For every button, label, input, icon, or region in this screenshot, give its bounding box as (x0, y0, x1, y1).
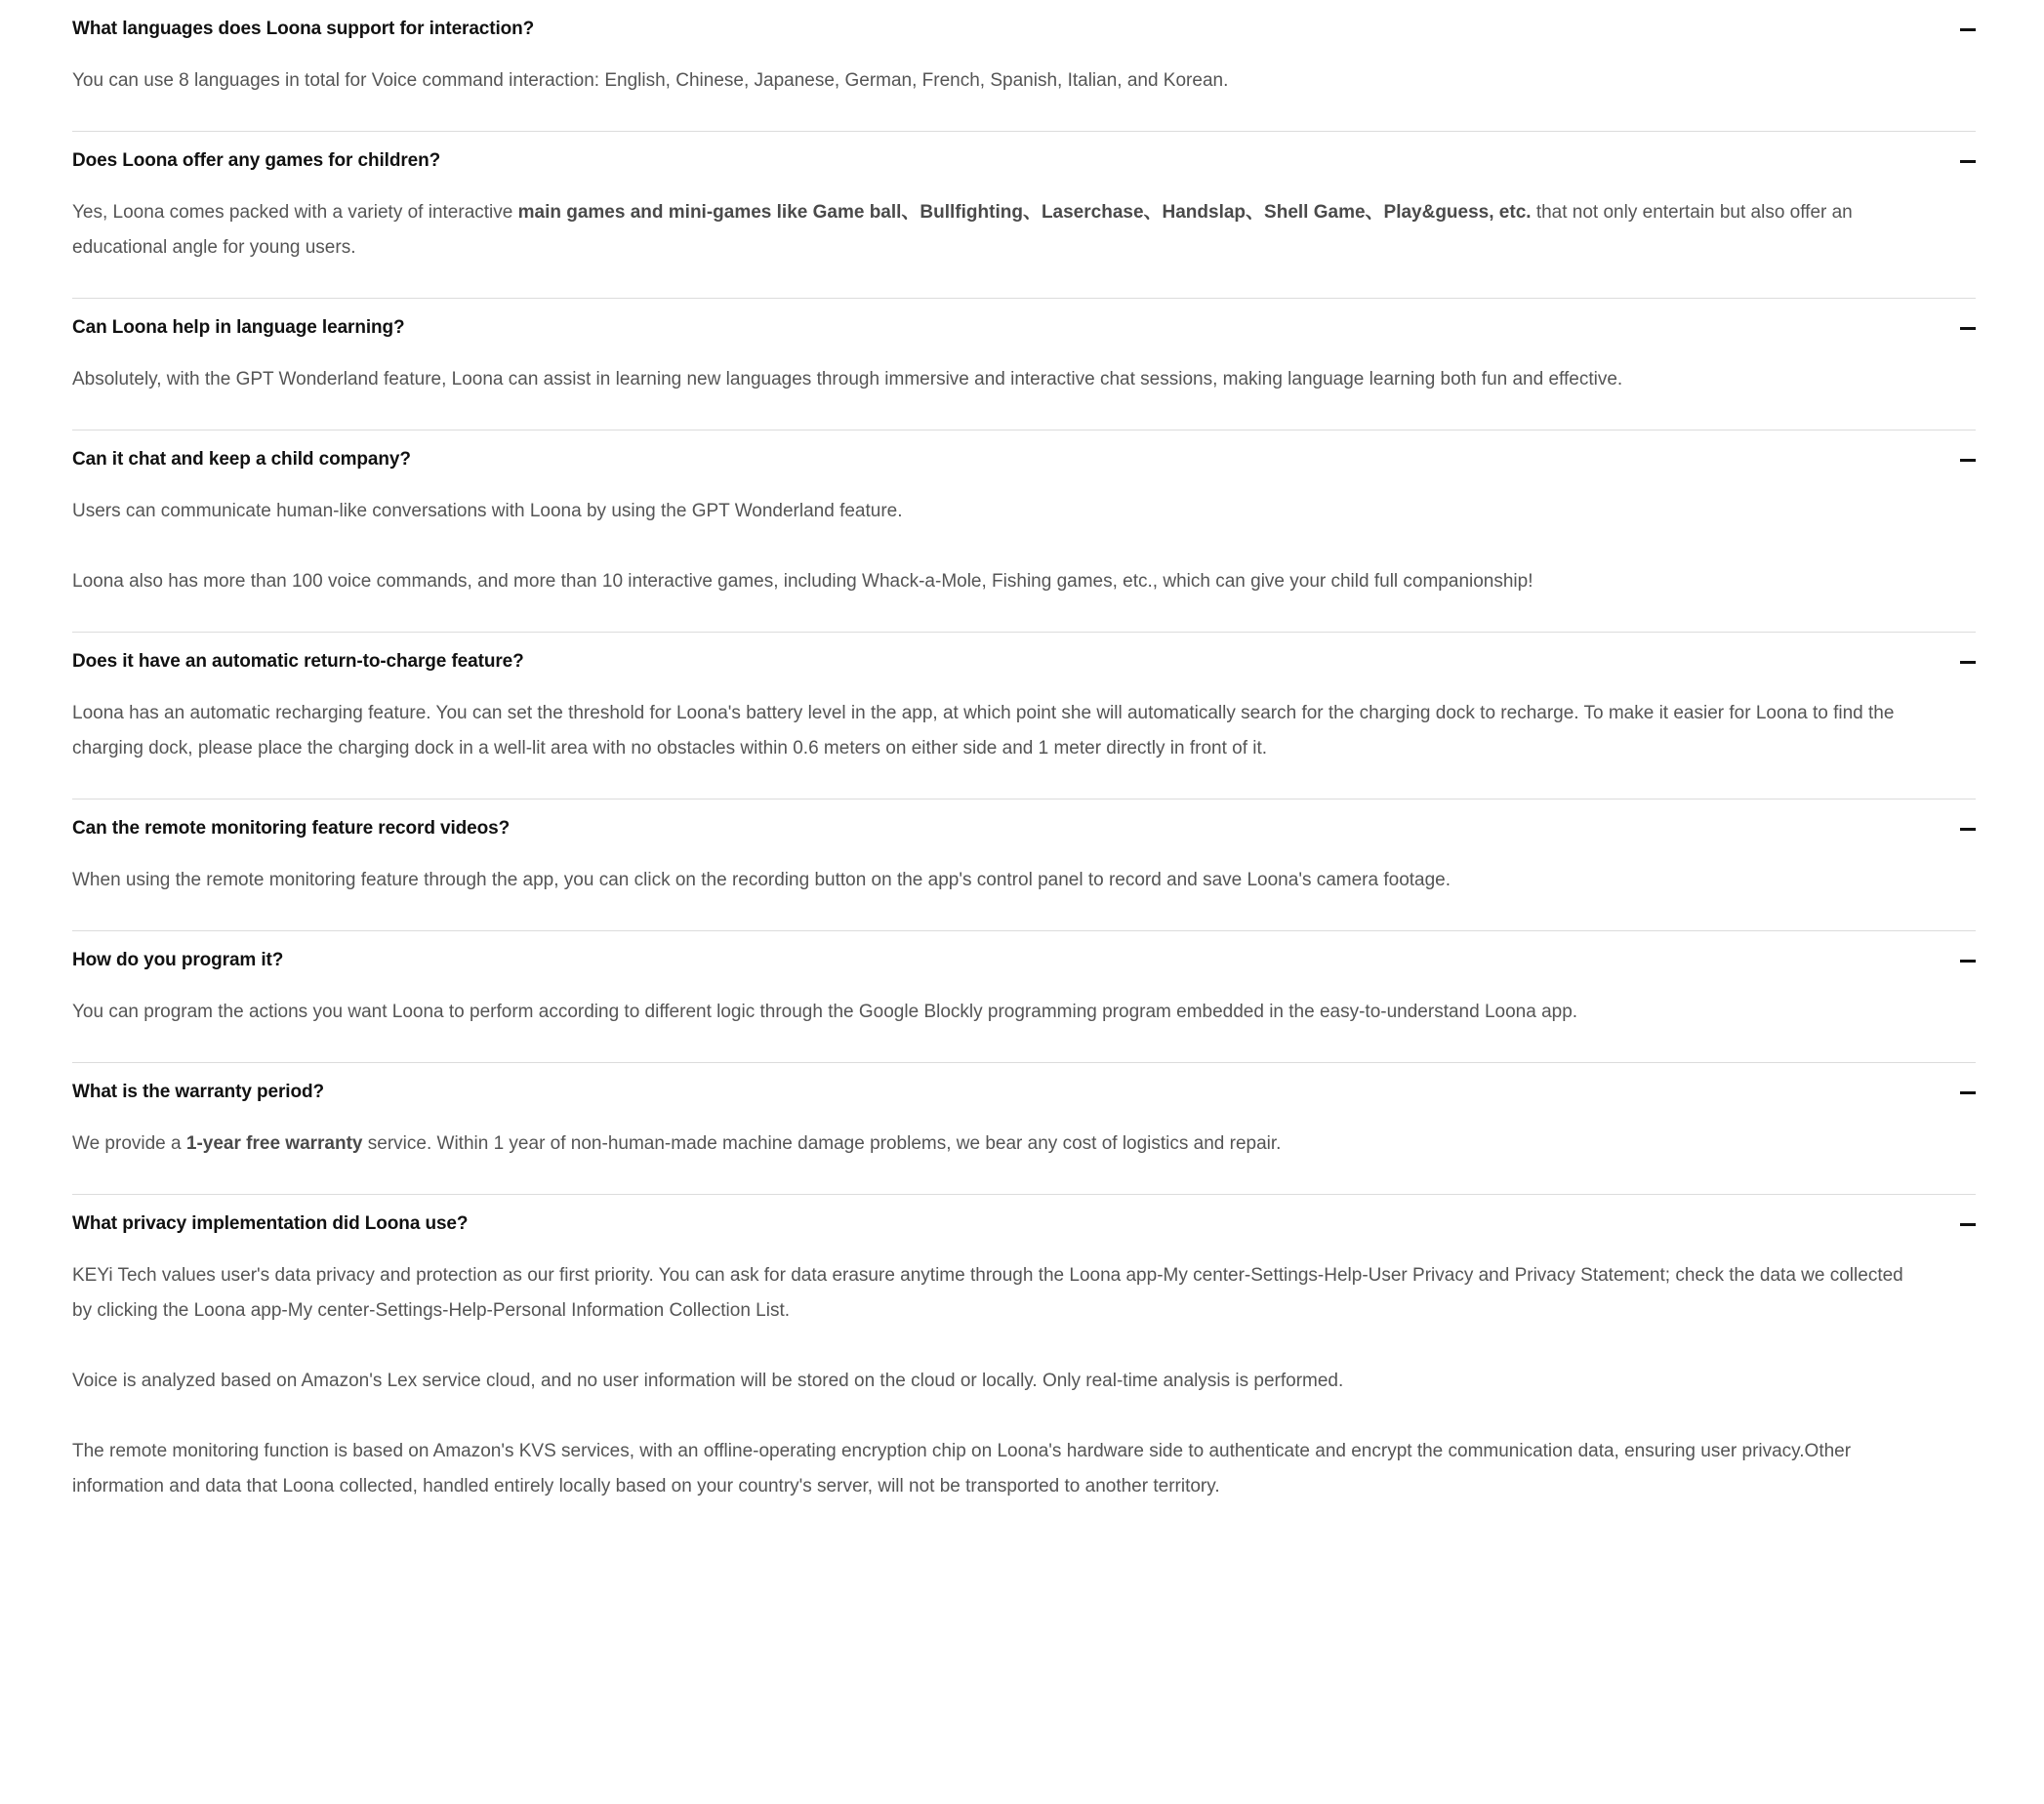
collapse-minus-icon[interactable] (1960, 1216, 1976, 1232)
faq-answer-paragraph: Yes, Loona comes packed with a variety of interactive main games and mini-games like Game ball、Bullfighting、Laserchase、Handslap、Shell Game、Play&guess, etc. that not only entertain but also offer an educational angle for young users. (72, 202, 1853, 258)
faq-answer (72, 1122, 1976, 1194)
faq-answer (72, 59, 1976, 131)
faq-question: How do you program it? (72, 950, 284, 970)
faq-answer-paragraph: Loona also has more than 100 voice commands, and more than 10 interactive games, including Whack-a-Mole, Fishing games, etc., which can give your child full companionship! (72, 571, 1533, 592)
faq-question: Can the remote monitoring feature record videos? (72, 818, 511, 839)
faq-question-header[interactable] (72, 931, 1976, 990)
faq-item-languages (72, 0, 1976, 132)
faq-answer (72, 858, 1976, 930)
collapse-minus-icon[interactable] (1960, 21, 1976, 37)
collapse-minus-icon[interactable] (1960, 953, 1976, 968)
faq-answer-paragraph: Voice is analyzed based on Amazon's Lex service cloud, and no user information will be stored on the cloud or locally. Only real-time analysis is performed. (72, 1371, 1344, 1391)
collapse-minus-icon[interactable] (1960, 654, 1976, 670)
faq-question: What languages does Loona support for interaction? (72, 19, 535, 39)
collapse-minus-icon[interactable] (1960, 320, 1976, 336)
faq-list (72, 0, 1976, 1537)
faq-question-header[interactable] (72, 633, 1976, 691)
faq-answer-paragraph: Users can communicate human-like conversations with Loona by using the GPT Wonderland feature. (72, 501, 903, 521)
faq-question-header[interactable] (72, 0, 1976, 59)
faq-item-remote-monitoring (72, 800, 1976, 931)
faq-item-programming (72, 931, 1976, 1063)
faq-question-header[interactable] (72, 1063, 1976, 1122)
collapse-minus-icon[interactable] (1960, 452, 1976, 468)
faq-item-warranty (72, 1063, 1976, 1195)
faq-answer (72, 691, 1976, 799)
faq-answer (72, 990, 1976, 1062)
faq-item-language-learning (72, 299, 1976, 430)
faq-answer-paragraph: We provide a 1-year free warranty service. Within 1 year of non-human-made machine damage problems, we bear any cost of logistics and repair. (72, 1133, 1282, 1154)
faq-question: Does it have an automatic return-to-charge feature? (72, 651, 524, 672)
faq-answer-paragraph: Absolutely, with the GPT Wonderland feature, Loona can assist in learning new languages through immersive and interactive chat sessions, making language learning both fun and effective. (72, 369, 1623, 390)
faq-question-header[interactable] (72, 1195, 1976, 1253)
faq-answer (72, 489, 1976, 632)
faq-question: What is the warranty period? (72, 1082, 324, 1102)
collapse-minus-icon[interactable] (1960, 153, 1976, 169)
faq-answer (72, 1253, 1976, 1537)
faq-question-header[interactable] (72, 132, 1976, 190)
faq-item-auto-charge (72, 633, 1976, 800)
faq-answer-paragraph: You can use 8 languages in total for Voice command interaction: English, Chinese, Japanese, German, French, Spanish, Italian, and Korean. (72, 70, 1229, 91)
faq-answer-paragraph: You can program the actions you want Loona to perform according to different logic through the Google Blockly programming program embedded in the easy-to-understand Loona app. (72, 1002, 1578, 1022)
faq-answer (72, 357, 1976, 430)
faq-item-games (72, 132, 1976, 299)
faq-item-chat-company (72, 430, 1976, 633)
faq-question-header[interactable] (72, 800, 1976, 858)
collapse-minus-icon[interactable] (1960, 1085, 1976, 1100)
highlight-text: 1-year free warranty (185, 1133, 363, 1154)
faq-question: Can it chat and keep a child company? (72, 449, 411, 470)
faq-answer-paragraph: Loona has an automatic recharging feature. You can set the threshold for Loona's battery level in the app, at which point she will automatically search for the charging dock to recharge. To make it easier for Loona to find the charging dock, please place the charging dock in a well-lit area with no obstacles within 0.6 meters on either side and 1 meter directly in front of it. (72, 703, 1895, 758)
faq-answer (72, 190, 1976, 298)
collapse-minus-icon[interactable] (1960, 821, 1976, 837)
faq-question: Does Loona offer any games for children? (72, 150, 441, 171)
faq-question: Can Loona help in language learning? (72, 317, 405, 338)
faq-question-header[interactable] (72, 299, 1976, 357)
faq-answer-paragraph: KEYi Tech values user's data privacy and protection as our first priority. You can ask for data erasure anytime through the Loona app-My center-Settings-Help-User Privacy and Privacy Statement; check the data we collected by clicking the Loona app-My center-Settings-Help-Personal Information Collection List. (72, 1265, 1903, 1321)
highlight-text: main games and mini-games like Game ball、Bullfighting、Laserchase、Handslap、Shell Game、Play&guess, etc. (517, 202, 1532, 223)
faq-answer-paragraph: When using the remote monitoring feature through the app, you can click on the recording button on the app's control panel to record and save Loona's camera footage. (72, 870, 1451, 890)
faq-question-header[interactable] (72, 430, 1976, 489)
faq-answer-paragraph: The remote monitoring function is based on Amazon's KVS services, with an offline-operating encryption chip on Loona's hardware side to authenticate and encrypt the communication data, ensuring user privacy.Other information and data that Loona collected, handled entirely locally based on your country's server, will not be transported to another territory. (72, 1441, 1852, 1496)
faq-question: What privacy implementation did Loona use? (72, 1213, 469, 1234)
faq-item-privacy (72, 1195, 1976, 1537)
